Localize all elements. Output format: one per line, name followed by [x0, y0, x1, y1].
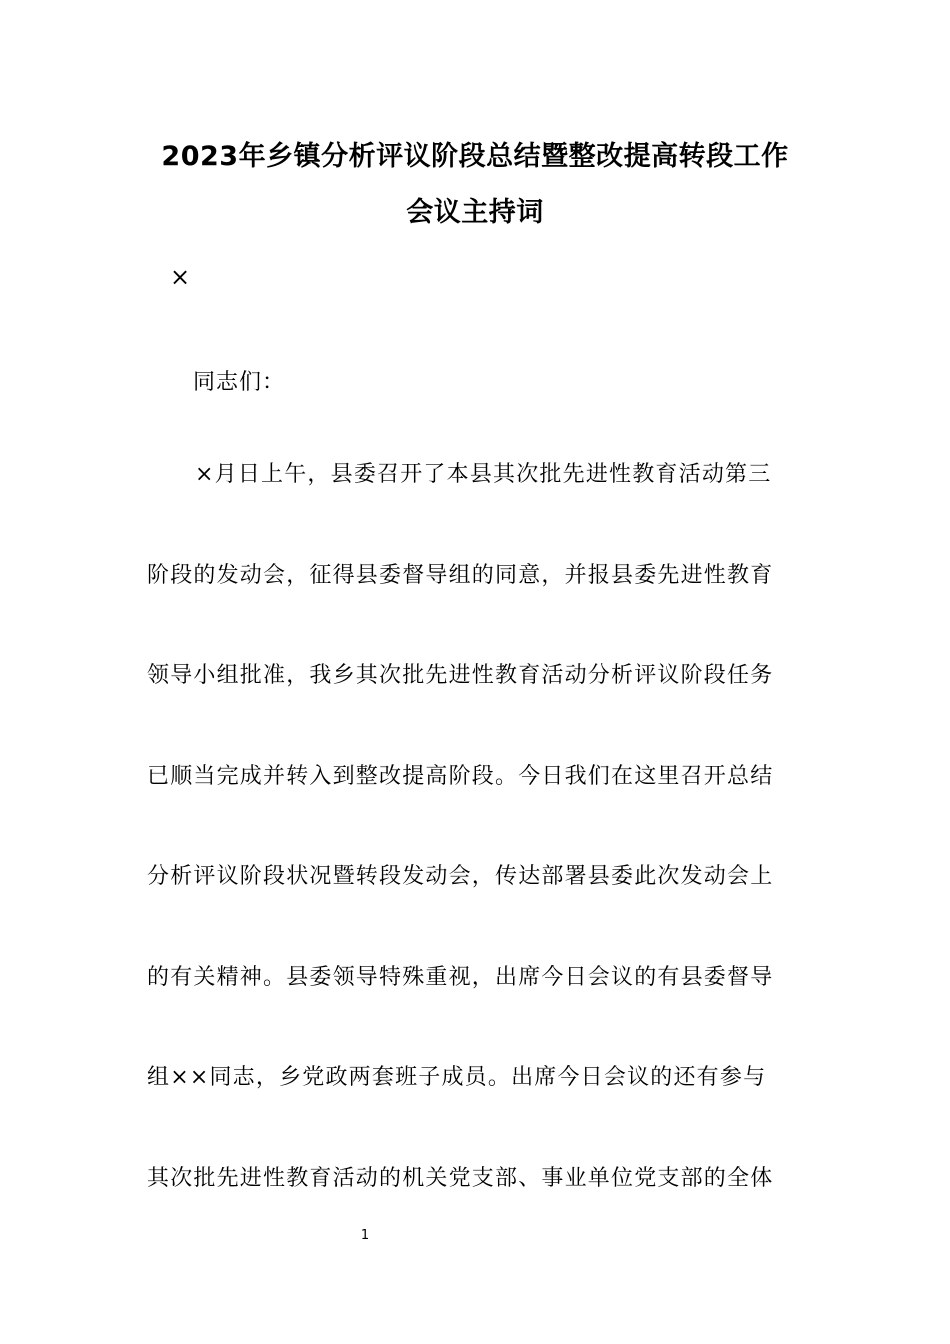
body-line: 领导小组批准，我乡其次批先进性教育活动分析评议阶段任务 — [147, 663, 774, 688]
body-line: 阶段的发动会，征得县委督导组的同意，并报县委先进性教育 — [147, 562, 774, 588]
body-line: 组××同志，乡党政两套班子成员。出席今日会议的还有参与 — [147, 1065, 767, 1090]
document-title-line-2: 会议主持词 — [406, 197, 544, 228]
body-line: 分析评议阶段状况暨转段发动会，传达部署县委此次发动会上 — [147, 864, 774, 889]
body-line: 的有关精神。县委领导特殊重视，出席今日会议的有县委督导 — [147, 964, 774, 990]
document-title-line-1: 2023年乡镇分析评议阶段总结暨整改提高转段工作 — [161, 141, 789, 172]
body-line: 已顺当完成并转入到整改提高阶段。今日我们在这里召开总结 — [147, 763, 774, 789]
body-paragraph — [147, 460, 807, 1264]
body-line: 其次批先进性教育活动的机关党支部、事业单位党支部的全体 — [147, 1165, 774, 1191]
body-line: ×月日上午，县委召开了本县其次批先进性教育活动第三 — [195, 462, 772, 487]
author-mark: × — [170, 263, 191, 291]
page-number: 1 — [360, 1228, 370, 1243]
salutation: 同志们： — [193, 370, 286, 395]
